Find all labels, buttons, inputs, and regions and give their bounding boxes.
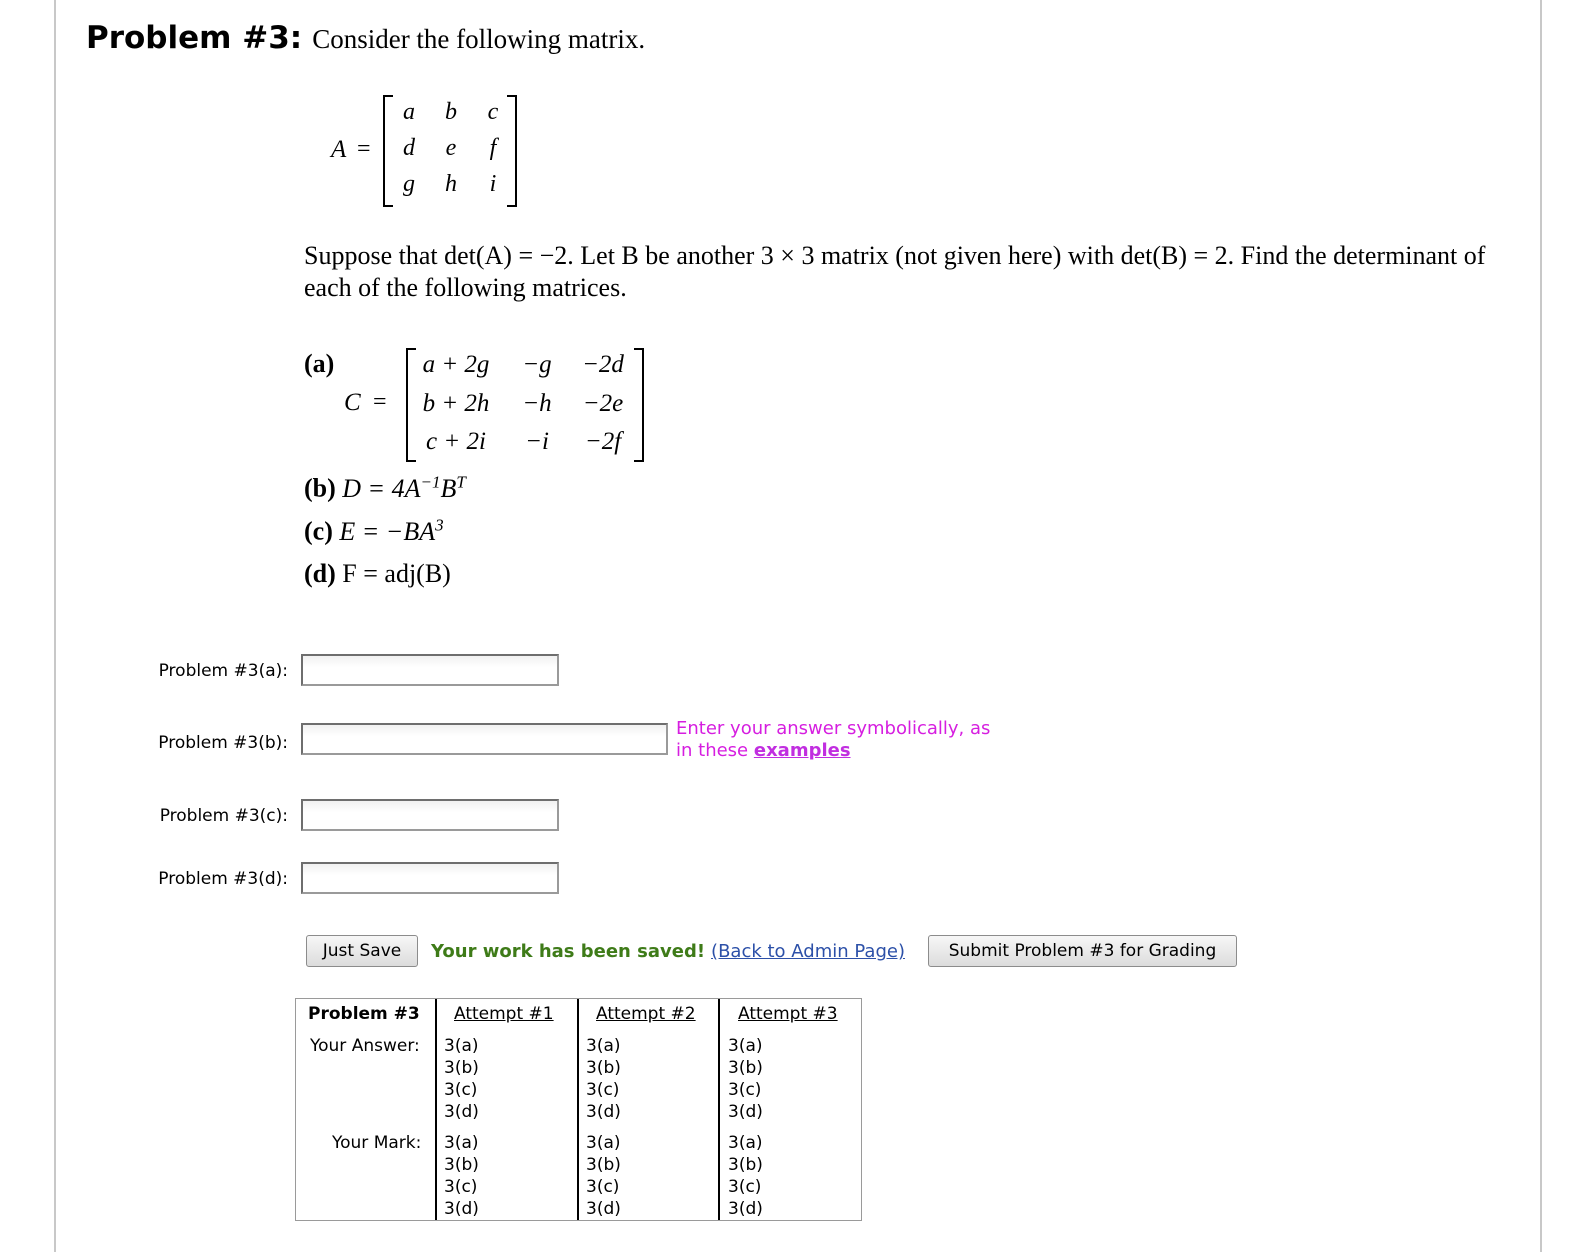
problem-title: [86, 20, 645, 56]
answer-input-b[interactable]: [301, 723, 668, 755]
your-mark-label: Your Mark:: [332, 1133, 422, 1153]
answer-label-c: Problem #3(c):: [159, 806, 288, 826]
matrix-a-equals: =: [357, 136, 371, 162]
just-save-button[interactable]: Just Save: [306, 935, 418, 967]
matrix-c-cell: −i: [525, 428, 549, 455]
part-d-label: (d): [304, 559, 336, 588]
attempt-2-answers: 3(a) 3(b) 3(c) 3(d): [586, 1036, 621, 1122]
answer-input-c[interactable]: [301, 799, 559, 831]
save-status: [431, 941, 905, 962]
matrix-a-cell: a: [403, 99, 415, 125]
attempt-1-header[interactable]: Attempt #1: [454, 1004, 554, 1024]
part-c-expr: $E = -BA^3$: [339, 515, 444, 546]
part-d-expr: F = adj(B): [342, 559, 451, 588]
attempt-1-marks: 3(a) 3(b) 3(c) 3(d): [444, 1133, 479, 1219]
attempts-table-header: Problem #3: [308, 1004, 420, 1024]
attempt-1-answers: 3(a) 3(b) 3(c) 3(d): [444, 1036, 479, 1122]
attempts-table: [295, 998, 862, 1221]
matrix-c: [406, 348, 644, 462]
matrix-c-name: C: [344, 389, 361, 416]
matrix-a-cell: b: [445, 99, 457, 125]
matrix-a-cell: h: [445, 171, 457, 197]
matrix-a-cell: g: [403, 171, 415, 197]
matrix-c-cell: −2d: [582, 351, 624, 378]
part-d: [304, 559, 451, 589]
part-c-label: (c): [304, 516, 333, 546]
problem-number: Problem #3:: [86, 20, 303, 56]
matrix-c-cell: −2e: [582, 390, 624, 417]
left-border: [54, 0, 56, 1252]
matrix-a-cell: f: [489, 135, 497, 161]
answer-label-b: Problem #3(b):: [158, 733, 288, 753]
matrix-c-cell: c + 2i: [426, 428, 486, 455]
right-border: [1540, 0, 1542, 1252]
answer-input-d[interactable]: [301, 862, 559, 894]
your-answer-label: Your Answer:: [310, 1036, 420, 1056]
attempt-3-marks: 3(a) 3(b) 3(c) 3(d): [728, 1133, 763, 1219]
answer-hint: [676, 718, 1016, 762]
examples-link[interactable]: examples: [753, 740, 851, 761]
submit-for-grading-button[interactable]: Submit Problem #3 for Grading: [928, 935, 1237, 967]
attempt-3-header[interactable]: Attempt #3: [738, 1004, 838, 1024]
problem-intro: Consider the following matrix.: [312, 24, 646, 54]
part-b-label: (b): [304, 473, 336, 503]
attempt-2-marks: 3(a) 3(b) 3(c) 3(d): [586, 1133, 621, 1219]
back-to-admin-link[interactable]: (Back to Admin Page): [711, 941, 905, 962]
matrix-a-name: A: [331, 136, 347, 163]
matrix-c-cell: b + 2h: [422, 390, 490, 417]
part-b-expr: $D = 4A^{-1}B^T$: [342, 472, 466, 503]
part-b: [304, 472, 466, 504]
matrix-c-cell: −h: [522, 390, 552, 417]
matrix-a-cell: d: [403, 135, 415, 161]
answer-input-a[interactable]: [301, 654, 559, 686]
part-a-label: (a): [304, 349, 335, 378]
matrix-a-cell: i: [489, 171, 497, 197]
answer-label-a: Problem #3(a):: [158, 661, 288, 681]
hint-line-2: in these examples: [676, 740, 851, 761]
matrix-c-equals: =: [373, 389, 387, 415]
hint-line-1: Enter your answer symbolically, as: [676, 718, 991, 739]
matrix-a-cell: e: [445, 135, 457, 161]
matrix-c-cell: −2f: [584, 428, 622, 455]
attempt-3-answers: 3(a) 3(b) 3(c) 3(d): [728, 1036, 763, 1122]
part-c: [304, 515, 444, 547]
answer-label-d: Problem #3(d):: [158, 869, 288, 889]
matrix-a-cell: c: [487, 99, 499, 125]
matrix-c-cell: −g: [522, 351, 552, 378]
problem-statement: Suppose that det(A) = −2. Let B be another 3 × 3 matrix (not given here) with det(B) = 2. Find the determinant of each of the following matrices.: [304, 241, 1486, 302]
matrix-c-cell: a + 2g: [422, 351, 490, 378]
attempt-2-header[interactable]: Attempt #2: [596, 1004, 696, 1024]
saved-message: Your work has been saved!: [431, 941, 706, 962]
matrix-a: [383, 95, 517, 207]
